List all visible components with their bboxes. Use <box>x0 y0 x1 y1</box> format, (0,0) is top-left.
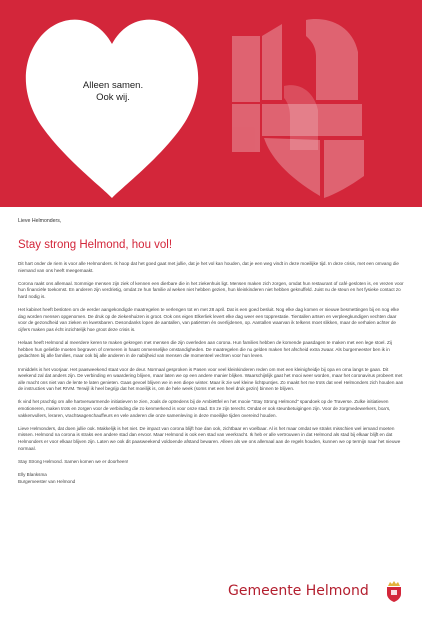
salutation: Lieve Helmonders, <box>18 218 62 224</box>
closing-line: Stay Strong Helmond. Samen komen we er doorheen! <box>18 458 129 464</box>
paragraph: Ik vind het prachtig om alle hartverwarmende initiatieven te zien, zoals de optredens bij de Ambiëttfel en het mooie "Stay Strong Helmond" spandoek op de Traverse. Zulke initiatieven emotioneren, maken trots en zorgen voor de verbinding die zo kenmerkend is voor onze stad. En ze zijn terecht. Omdat er ook steunbetuigingen zijn. Voor de zorgmedewerkers, boa's, vakkenvullers, leraren, vrachtwagenchauffeurs en vele anderen die onze samenleving in deze moeilijke tijden overeind houden. <box>18 399 391 418</box>
letter-body <box>18 218 404 485</box>
signature-title: Burgemeester van Helmond <box>18 478 76 484</box>
paragraph: Corona raakt ons allemaal. Sommige mensen zijn ziek of kennen een dierbare die in het ziekenhuis ligt. Mensen maken zich zorgen, omdat hun restaurant of café gesloten is, en vrezen voor hun financiële toekomst. En anderen zijn verdrietig, omdat ze hun familie al weken niet hebben gezien, hun kleinkinderen niet hebben geknuffeld. Juist nu de steun en het fysieke contact zo hard nodig is. <box>18 280 404 299</box>
header-banner <box>0 0 422 207</box>
paragraph: Lieve Helmonders, dat doen jullie ook. Makkelijk is het niet. De impact van corona blijft hoe dan ook, zichtbaar en voelbaar. Al is het maar omdat we straks misschien wel iemand moeten missen. Helmond na corona is straks een andere stad dan ervoor. Maar Helmond is ook een stad van veerkracht. Ik heb er alle vertrouwen in dat Helmond als stad bij elkaar blijft en dat Helmonders er voor elkaar blijven zijn. Laten we ook dit paasweekend voldoende afstand bewaren. Alleen als we ons allemaal aan de regels houden, kunnen we op termijn naar het nieuwe normaal. <box>18 425 401 451</box>
letter-headline: Stay strong Helmond, hou vol! <box>18 239 173 251</box>
paragraph: Helaas heeft Helmond al meerdere keren te maken gekregen met mensen die zijn overleden aan corona. Hun families hebben de komende paasdagen te maken met een lege stoel. Zij hebben hun geliefde moeten begraven of cremeren in haast onmenselijke omstandigheden. De maatregelen die nu gelden maken het afscheid extra zwaar. Als burgemeester ben ik in gedachten bij alle families, maar ook bij alle anderen in de nabijheid van mensen die momenteel vechten voor hun leven. <box>18 340 392 359</box>
paragraph: Het kabinet heeft besloten om de eerder aangekondigde maatregelen te verlengen tot en met 28 april. Dat is een goed besluit. Nog elke dag komen er nieuwe besmettingen bij en nog elke dag worden mensen opgenomen. De druk op de ziekenhuizen is groot. Ook ons eigen Elkerliek levert elke dag weer een topprestatie. Tientallen artsen en verpleegkundigen vechten daar voor de gezondheid van zieken en kwetsbaren. Desondanks lopen de aantallen, van patiënten én overlijdenen, op. Aantallen waarvan ik telkens moet slikken, maar de verhalen achter de cijfers maken pas écht inzichtelijk hoe groot deze crisis is. <box>18 307 400 332</box>
gemeente-logo <box>228 580 406 604</box>
heart-shape <box>26 20 198 198</box>
signature-name: Elly Blanksma <box>18 472 47 477</box>
paragraph: Dit hart onder de riem is voor alle Helmonders. Ik hoop dat het goed gaat met jullie, dat je het vol kan houden, dat je een weg vindt in deze moeilijke tijd. In deze crisis, met een omvang die niemand van ons heeft meegemaakt. <box>18 261 399 273</box>
heart-message <box>56 80 170 104</box>
heart-line-1: Alleen samen. <box>82 80 144 91</box>
coat-of-arms-icon <box>385 580 403 602</box>
paragraph: Inmiddels is het voorjaar. Het paasweekend staat voor de deur. Normaal gesproken is Pasen voor veel kleinkinderen reden om met een kleinigheidje bij opa en oma langs te gaan. Dit weekend zal dat anders zijn. De verbinding en waardering blijven, maar laten we op een andere manier blijken. Waarschijnlijk gaat het mooi weer worden, maar het coronavirus probeert met alle macht ons niet van de lente te laten genieten. Gaas gevoel blijven we in een diepe winter. Maar ik zie wel kleine lichtpuntjes. Zo maakt het me trots dat veel Helmonders zich houden aan de instructies van het RIVM. Terwijl ik heel begrijp dat het moeilijk is, om de hele week (soms met een heel druk gezin) binnen te blijven. <box>18 366 404 392</box>
logo-text: Gemeente Helmond <box>228 583 369 599</box>
heart-line-2: Ook wij. <box>96 92 130 103</box>
